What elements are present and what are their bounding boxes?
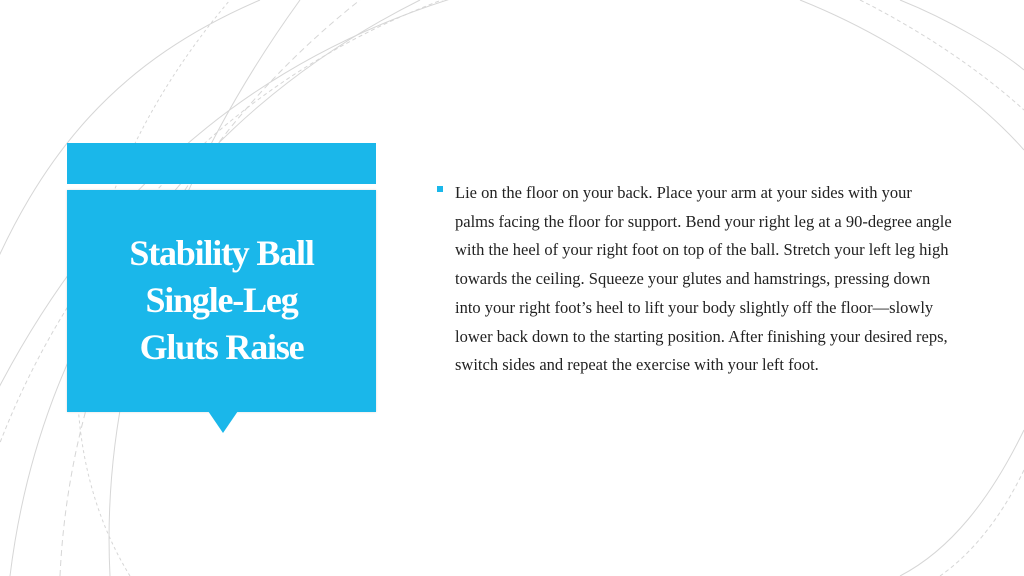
bullet-list xyxy=(437,179,957,380)
title-line-1: Stability Ball xyxy=(129,232,314,273)
bullet-item xyxy=(437,179,957,380)
slide-title xyxy=(129,230,313,371)
title-box xyxy=(67,190,376,412)
title-line-2: Single-Leg xyxy=(145,279,298,320)
bullet-text: Lie on the floor on your back. Place your arm at your sides with your palms facing the floor for support. Bend your right leg at a 90-degree angle with the heel of your right foot on top of the ball. Stretch your left leg high towards the ceiling. Squeeze your glutes and hamstrings, pressing down into your right foot’s heel to lift your body slightly off the floor—slowly lower back down to the starting position. After finishing your desired reps, switch sides and repeat the exercise with your left foot. xyxy=(455,183,952,375)
title-accent-band xyxy=(67,143,376,184)
title-pointer-triangle xyxy=(208,411,238,433)
title-line-3: Gluts Raise xyxy=(139,326,304,367)
square-bullet-icon xyxy=(437,186,443,192)
